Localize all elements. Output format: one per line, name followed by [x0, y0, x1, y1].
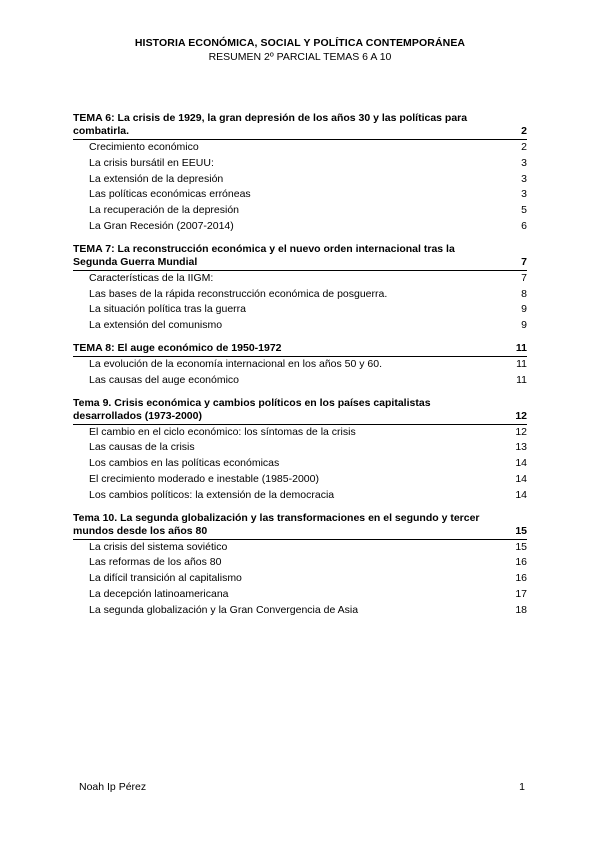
- toc-entry-page: 11: [516, 357, 527, 370]
- toc-entry-page: 13: [515, 441, 527, 454]
- document-header: [0, 36, 600, 64]
- toc-entry[interactable]: [73, 456, 527, 472]
- toc-entry-label: Los cambios políticos: la extensión de la democracia: [89, 488, 335, 501]
- toc-section: [73, 397, 527, 504]
- toc-entry[interactable]: [73, 318, 527, 334]
- toc-entry-label: El crecimiento moderado e inestable (1985-2000): [89, 472, 319, 485]
- toc-entry-page: 18: [515, 603, 527, 616]
- toc-entry[interactable]: [73, 587, 527, 603]
- toc-entry-label: Las causas de la crisis: [89, 441, 195, 454]
- document-title: HISTORIA ECONÓMICA, SOCIAL Y POLÍTICA CONTEMPORÁNEA: [134, 37, 466, 49]
- toc-entry[interactable]: [73, 302, 527, 318]
- toc-entry[interactable]: [73, 555, 527, 571]
- toc-section-title[interactable]: [73, 243, 527, 271]
- toc-entry[interactable]: [73, 219, 527, 235]
- toc-entry-label: Las políticas económicas erróneas: [89, 188, 251, 201]
- toc-entry-label: Características de la IIGM:: [89, 271, 214, 284]
- toc-entry-page: 8: [521, 287, 527, 300]
- toc-entry-label: La decepción latinoamericana: [89, 587, 229, 600]
- toc-entry-page: 15: [515, 540, 527, 553]
- toc-entry-label: La crisis del sistema soviético: [89, 540, 228, 553]
- toc-section-page: 7: [521, 255, 527, 268]
- toc-entry[interactable]: [73, 373, 527, 389]
- toc-section-title-text: Tema 9. Crisis económica y cambios políticos en los países capitalistas desarrollados (1973-2000): [73, 396, 431, 422]
- toc-entry-page: 3: [521, 172, 527, 185]
- toc-entry-page: 14: [515, 472, 527, 485]
- toc-entry[interactable]: [73, 540, 527, 556]
- toc-entry-label: Las bases de la rápida reconstrucción económica de posguerra.: [89, 287, 388, 300]
- toc-section-title-text: Tema 10. La segunda globalización y las transformaciones en el segundo y tercer mundos desde los años 80: [73, 511, 480, 537]
- toc-section-title[interactable]: [73, 342, 527, 357]
- toc-entry[interactable]: [73, 440, 527, 456]
- toc-section-title-text: TEMA 7: La reconstrucción económica y el nuevo orden internacional tras la Segunda Guerra Mundial: [73, 242, 455, 268]
- toc-entry-label: La difícil transición al capitalismo: [89, 572, 242, 585]
- toc-entry-label: La segunda globalización y la Gran Convergencia de Asia: [89, 603, 359, 616]
- toc-entry-label: La recuperación de la depresión: [89, 204, 240, 217]
- toc-entry-label: El cambio en el ciclo económico: los síntomas de la crisis: [89, 425, 356, 438]
- toc-section: [73, 512, 527, 619]
- toc-entry-page: 7: [521, 271, 527, 284]
- toc-entry-page: 14: [515, 457, 527, 470]
- toc-entry-label: La Gran Recesión (2007-2014): [89, 219, 234, 232]
- toc-section-page: 11: [515, 341, 527, 354]
- toc-section: [73, 112, 527, 235]
- toc-entry-label: La crisis bursátil en EEUU:: [89, 156, 214, 169]
- toc-section-title[interactable]: [73, 512, 527, 540]
- toc-entry[interactable]: [73, 488, 527, 504]
- toc-entry-page: 3: [521, 156, 527, 169]
- toc-entry-label: La situación política tras la guerra: [89, 303, 247, 316]
- toc-entry[interactable]: [73, 571, 527, 587]
- toc-section-page: 12: [515, 409, 527, 422]
- toc-entry[interactable]: [73, 140, 527, 156]
- toc-entry-label: Crecimiento económico: [89, 141, 199, 153]
- toc-entry-page: 11: [516, 373, 527, 386]
- toc-entry[interactable]: [73, 271, 527, 287]
- toc-entry[interactable]: [73, 472, 527, 488]
- footer-page-number: 1: [519, 781, 525, 793]
- toc-entry-label: Los cambios en las políticas económicas: [89, 457, 280, 470]
- toc-section: [73, 243, 527, 334]
- toc-section-page: 15: [515, 524, 527, 537]
- toc-entry-label: Las causas del auge económico: [89, 373, 240, 386]
- toc-entry-page: 2: [521, 141, 527, 153]
- toc-entry[interactable]: [73, 156, 527, 172]
- toc-entry-page: 17: [515, 587, 527, 600]
- toc-entry[interactable]: [73, 425, 527, 441]
- footer-author: Noah Ip Pérez: [79, 781, 147, 793]
- toc-entry-page: 16: [515, 556, 527, 569]
- toc-section-title[interactable]: [73, 112, 527, 140]
- toc-entry-page: 9: [521, 319, 527, 332]
- toc-entry[interactable]: [73, 287, 527, 303]
- toc-entry-page: 5: [521, 204, 527, 217]
- toc-entry-page: 12: [515, 425, 527, 438]
- toc-section-page: 2: [521, 125, 527, 137]
- toc-entry-label: La extensión de la depresión: [89, 172, 224, 185]
- toc-entry[interactable]: [73, 187, 527, 203]
- toc-section-title-text: TEMA 6: La crisis de 1929, la gran depresión de los años 30 y las políticas para combatirla.: [73, 112, 468, 137]
- toc-section-title-text: TEMA 8: El auge económico de 1950-1972: [73, 341, 282, 354]
- toc-entry-label: La evolución de la economía internacional en los años 50 y 60.: [89, 357, 383, 370]
- toc-entry[interactable]: [73, 357, 527, 373]
- toc-entry-label: Las reformas de los años 80: [89, 556, 222, 569]
- toc-entry[interactable]: [73, 203, 527, 219]
- toc-entry[interactable]: [73, 603, 527, 619]
- toc-entry-page: 14: [515, 488, 527, 501]
- toc-entry-label: La extensión del comunismo: [89, 319, 223, 332]
- toc-section-title[interactable]: [73, 397, 527, 425]
- toc-entry-page: 6: [521, 219, 527, 232]
- document-subtitle: RESUMEN 2º PARCIAL TEMAS 6 A 10: [208, 51, 392, 63]
- toc-entry-page: 3: [521, 188, 527, 201]
- toc-entry[interactable]: [73, 172, 527, 188]
- toc-entry-page: 16: [515, 572, 527, 585]
- table-of-contents: [73, 112, 527, 619]
- toc-section: [73, 342, 527, 389]
- toc-entry-page: 9: [521, 303, 527, 316]
